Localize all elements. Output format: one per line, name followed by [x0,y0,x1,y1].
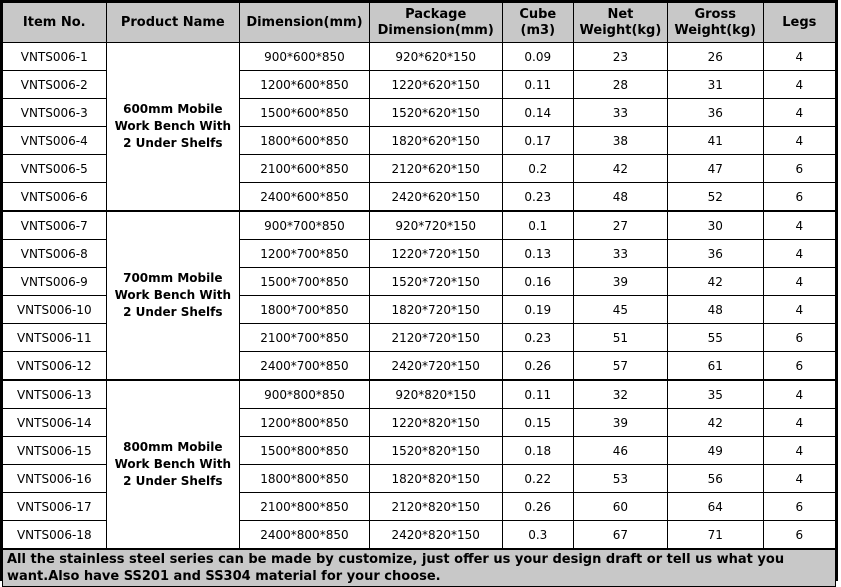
legs-cell: 4 [763,43,835,71]
cube-cell: 0.11 [502,71,573,99]
header-row [3,3,836,43]
net-weight-cell: 32 [574,380,668,409]
dimension-cell: 2400*800*850 [240,521,370,550]
gross-weight-cell: 64 [667,493,763,521]
table-row [3,380,836,409]
package-dimension-cell: 2420*820*150 [369,521,502,550]
net-weight-cell: 51 [574,324,668,352]
package-dimension-cell: 1520*720*150 [369,268,502,296]
dimension-cell: 1200*700*850 [240,240,370,268]
net-weight-cell: 53 [574,465,668,493]
item-no-cell: VNTS006-7 [3,211,107,240]
item-no-cell: VNTS006-3 [3,99,107,127]
package-dimension-cell: 920*620*150 [369,43,502,71]
legs-cell: 6 [763,155,835,183]
table-row [3,211,836,240]
item-no-cell: VNTS006-9 [3,268,107,296]
legs-cell: 4 [763,296,835,324]
header-text: Package [405,6,467,22]
header-text: (m3) [520,22,556,38]
legs-cell: 4 [763,240,835,268]
net-weight-cell: 39 [574,268,668,296]
gross-weight-cell: 47 [667,155,763,183]
gross-weight-cell: 42 [667,409,763,437]
dimension-cell: 2100*600*850 [240,155,370,183]
dimension-cell: 1500*800*850 [240,437,370,465]
dimension-cell: 900*800*850 [240,380,370,409]
gross-weight-cell: 42 [667,268,763,296]
gross-weight-cell: 71 [667,521,763,550]
net-weight-cell: 38 [574,127,668,155]
package-dimension-cell: 1220*720*150 [369,240,502,268]
legs-cell: 6 [763,352,835,381]
legs-cell: 4 [763,211,835,240]
spec-table [2,2,836,587]
product-name-cell: 800mm Mobile Work Bench With 2 Under Shelfs [106,380,240,549]
gross-weight-cell: 36 [667,240,763,268]
header-cube [502,3,573,43]
item-no-cell: VNTS006-5 [3,155,107,183]
header-text: Net [607,6,634,22]
cube-cell: 0.3 [502,521,573,550]
legs-cell: 4 [763,437,835,465]
header-text: Legs [782,14,817,30]
header-package-dimension [369,3,502,43]
dimension-cell: 1500*700*850 [240,268,370,296]
footer-row [3,549,836,587]
legs-cell: 4 [763,409,835,437]
net-weight-cell: 33 [574,240,668,268]
item-no-cell: VNTS006-11 [3,324,107,352]
gross-weight-cell: 52 [667,183,763,212]
net-weight-cell: 33 [574,99,668,127]
header-text: Dimension(mm) [246,14,363,30]
cube-cell: 0.09 [502,43,573,71]
net-weight-cell: 27 [574,211,668,240]
legs-cell: 4 [763,71,835,99]
legs-cell: 4 [763,465,835,493]
legs-cell: 4 [763,380,835,409]
header-text: Dimension(mm) [377,22,494,38]
gross-weight-cell: 41 [667,127,763,155]
net-weight-cell: 39 [574,409,668,437]
item-no-cell: VNTS006-1 [3,43,107,71]
package-dimension-cell: 2120*820*150 [369,493,502,521]
table-body [3,43,836,550]
legs-cell: 4 [763,268,835,296]
package-dimension-cell: 2420*620*150 [369,183,502,212]
dimension-cell: 1200*800*850 [240,409,370,437]
item-no-cell: VNTS006-13 [3,380,107,409]
header-text: Gross [694,6,736,22]
dimension-cell: 2400*700*850 [240,352,370,381]
gross-weight-cell: 31 [667,71,763,99]
net-weight-cell: 42 [574,155,668,183]
cube-cell: 0.15 [502,409,573,437]
package-dimension-cell: 1820*820*150 [369,465,502,493]
header-net-weight [574,3,668,43]
gross-weight-cell: 61 [667,352,763,381]
legs-cell: 6 [763,521,835,550]
legs-cell: 6 [763,183,835,212]
package-dimension-cell: 920*720*150 [369,211,502,240]
cube-cell: 0.22 [502,465,573,493]
package-dimension-cell: 1520*620*150 [369,99,502,127]
package-dimension-cell: 2120*720*150 [369,324,502,352]
package-dimension-cell: 2420*720*150 [369,352,502,381]
item-no-cell: VNTS006-12 [3,352,107,381]
header-text: Cube [519,6,557,22]
gross-weight-cell: 55 [667,324,763,352]
gross-weight-cell: 35 [667,380,763,409]
gross-weight-cell: 49 [667,437,763,465]
legs-cell: 6 [763,493,835,521]
dimension-cell: 900*700*850 [240,211,370,240]
cube-cell: 0.18 [502,437,573,465]
item-no-cell: VNTS006-6 [3,183,107,212]
package-dimension-cell: 1820*720*150 [369,296,502,324]
footer-note: All the stainless steel series can be made by customize, just offer us your design draft or tell us what you want.Also have SS201 and SS304 material for your choose. [3,549,836,587]
legs-cell: 4 [763,99,835,127]
dimension-cell: 2100*700*850 [240,324,370,352]
package-dimension-cell: 1220*620*150 [369,71,502,99]
package-dimension-cell: 1520*820*150 [369,437,502,465]
gross-weight-cell: 30 [667,211,763,240]
product-name-cell: 600mm Mobile Work Bench With 2 Under Shelfs [106,43,240,212]
cube-cell: 0.17 [502,127,573,155]
package-dimension-cell: 1820*620*150 [369,127,502,155]
item-no-cell: VNTS006-17 [3,493,107,521]
dimension-cell: 1800*800*850 [240,465,370,493]
gross-weight-cell: 48 [667,296,763,324]
dimension-cell: 1800*600*850 [240,127,370,155]
cube-cell: 0.26 [502,352,573,381]
net-weight-cell: 57 [574,352,668,381]
dimension-cell: 1200*600*850 [240,71,370,99]
legs-cell: 4 [763,127,835,155]
net-weight-cell: 28 [574,71,668,99]
package-dimension-cell: 1220*820*150 [369,409,502,437]
net-weight-cell: 60 [574,493,668,521]
dimension-cell: 1500*600*850 [240,99,370,127]
header-gross-weight [667,3,763,43]
cube-cell: 0.14 [502,99,573,127]
net-weight-cell: 23 [574,43,668,71]
cube-cell: 0.13 [502,240,573,268]
package-dimension-cell: 920*820*150 [369,380,502,409]
header-item-no [3,3,107,43]
cube-cell: 0.19 [502,296,573,324]
cube-cell: 0.16 [502,268,573,296]
header-product-name [106,3,240,43]
item-no-cell: VNTS006-4 [3,127,107,155]
item-no-cell: VNTS006-14 [3,409,107,437]
table-row [3,43,836,71]
item-no-cell: VNTS006-2 [3,71,107,99]
cube-cell: 0.1 [502,211,573,240]
net-weight-cell: 67 [574,521,668,550]
item-no-cell: VNTS006-18 [3,521,107,550]
cube-cell: 0.11 [502,380,573,409]
net-weight-cell: 48 [574,183,668,212]
cube-cell: 0.23 [502,183,573,212]
dimension-cell: 2100*800*850 [240,493,370,521]
product-name-cell: 700mm Mobile Work Bench With 2 Under Shelfs [106,211,240,380]
header-dimension [240,3,370,43]
dimension-cell: 2400*600*850 [240,183,370,212]
package-dimension-cell: 2120*620*150 [369,155,502,183]
item-no-cell: VNTS006-15 [3,437,107,465]
cube-cell: 0.23 [502,324,573,352]
cube-cell: 0.2 [502,155,573,183]
header-text: Weight(kg) [579,22,662,38]
header-legs [763,3,835,43]
header-text: Item No. [22,14,86,30]
net-weight-cell: 45 [574,296,668,324]
item-no-cell: VNTS006-16 [3,465,107,493]
header-text: Weight(kg) [674,22,757,38]
header-text: Product Name [120,14,225,30]
legs-cell: 6 [763,324,835,352]
gross-weight-cell: 26 [667,43,763,71]
item-no-cell: VNTS006-8 [3,240,107,268]
net-weight-cell: 46 [574,437,668,465]
gross-weight-cell: 56 [667,465,763,493]
dimension-cell: 900*600*850 [240,43,370,71]
dimension-cell: 1800*700*850 [240,296,370,324]
cube-cell: 0.26 [502,493,573,521]
item-no-cell: VNTS006-10 [3,296,107,324]
gross-weight-cell: 36 [667,99,763,127]
